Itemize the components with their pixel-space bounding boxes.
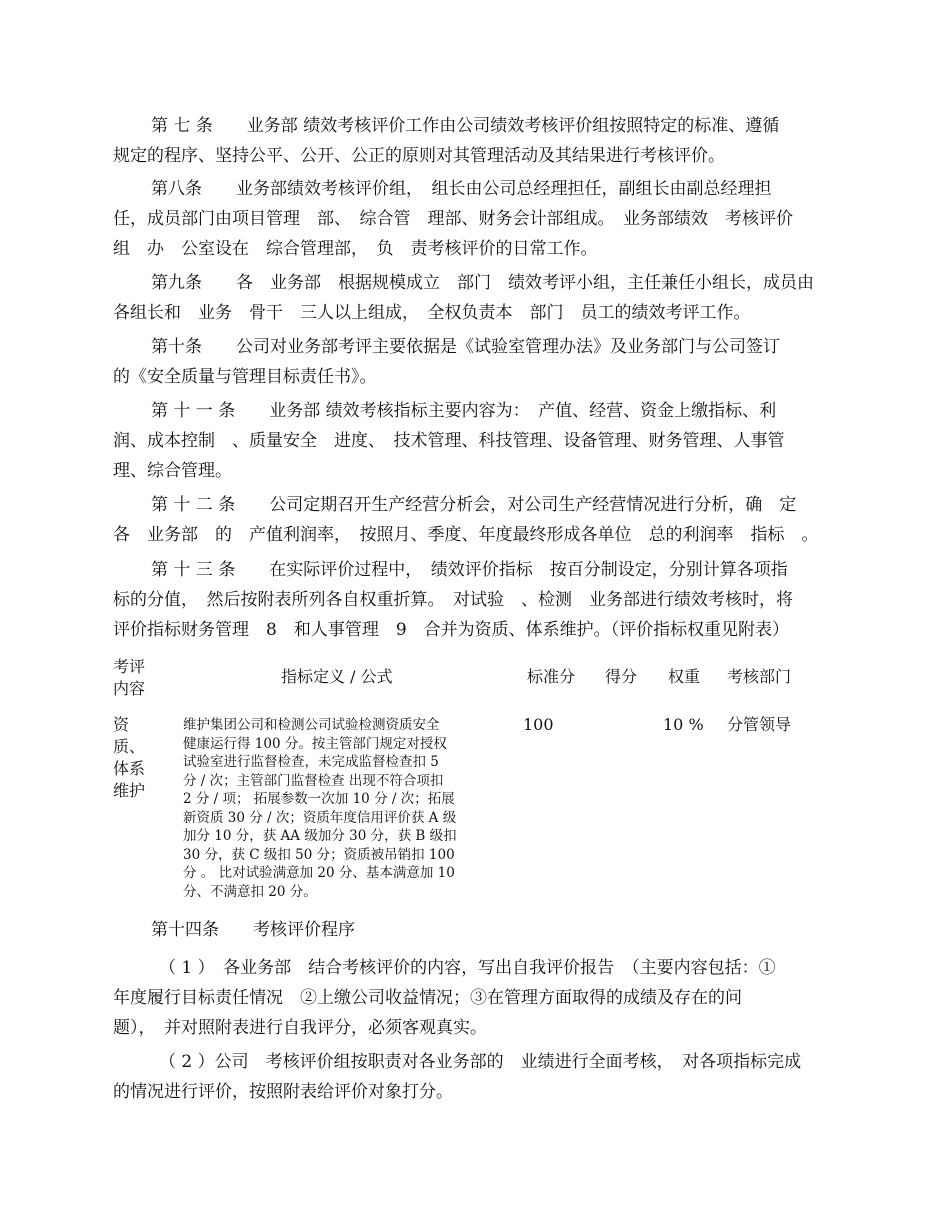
definition-line: 健康运行得 100 分。按主管部门规定对授权 [183,735,447,752]
paragraph-line: 各 业务部 的 产值利润率， 按照月、季度、年度最终形成各单位 总的利润率 指标 。 [113,525,819,545]
paragraph-line: 规定的程序、坚持公平、公开、公正的原则对其管理活动及其结果进行考核评价。 [113,146,725,166]
paragraph-line: 题）， 并对照附表进行自我评分，必须客观真实。 [113,1018,487,1038]
paragraph-line: 第八条 业务部绩效考核评价组， 组长由公司总经理担任，副组长由副总经理担 [151,179,772,199]
paragraph-p14_1 [113,953,841,1043]
paragraph-line: 的《安全质量与管理目标责任书》。 [113,367,377,387]
header-content-line: 内容 [113,679,146,698]
paragraph-line: （ 1 ） 各业务部 结合考核评价的内容，写出自我评价报告 （主要内容包括：① [159,958,776,978]
paragraph-line: （ 2 ）公司 考核评价组按职责对各业务部的 业绩进行全面考核， 对各项指标完成 [159,1052,802,1072]
header-weight: 权重 [668,667,701,686]
paragraph-p12 [113,490,841,550]
paragraph-p14 [113,915,841,945]
definition-line: 30 分，获 C 级扣 50 分；资质被吊销扣 100 [183,846,455,863]
paragraph-line: 第九条 各 业务部 根据规模成立 部门 绩效考评小组，主任兼任小组长，成员由 [151,273,814,293]
paragraph-line: 年度履行目标责任情况 ②上缴公司收益情况；③在管理方面取得的成绩及存在的问 [113,988,742,1008]
row-weight: 10 % [663,715,704,734]
header-standard: 标准分 [527,667,576,686]
paragraph-p8 [113,174,841,264]
paragraph-line: 第十四条 考核评价程序 [151,920,355,940]
paragraph-line: 第 十 二 条 公司定期召开生产经营分析会，对公司生产经营情况进行分析，确 定 [151,495,797,515]
paragraph-line: 评价指标财务管理 8 和人事管理 9 合并为资质、体系维护。（评价指标权重见附表） [113,620,790,640]
paragraph-line: 标的分值， 然后按附表所列各自权重折算。 对试验 、检测 业务部进行绩效考核时，将 [113,590,793,610]
row-content-line: 体系 [113,759,146,778]
paragraph-p9 [113,268,841,328]
paragraph-p11 [113,396,841,486]
header-dept: 考核部门 [727,667,792,686]
header-definition: 指标定义 / 公式 [281,667,393,686]
row-definition [183,716,513,901]
paragraph-line: 第 十 一 条 业务部 绩效考核指标主要内容为： 产值、经营、资金上缴指标、利 [151,401,777,421]
definition-line: 2 分 / 项； 拓展参数一次加 10 分 / 次；拓展 [183,791,455,807]
row-standard: 100 [523,715,554,734]
paragraph-line: 任，成员部门由项目管理 部、 综合管 理部、财务会计部组成。 业务部绩效 考核评价 [113,209,793,229]
paragraph-line: 的情况进行评价，按照附表给评价对象打分。 [113,1082,453,1102]
paragraph-p13 [113,555,841,645]
paragraph-line: 润、成本控制 、质量安全 进度、 技术管理、科技管理、设备管理、财务管理、人事管 [113,431,785,451]
definition-line: 维护集团公司和检测公司试验检测资质安全 [183,717,440,733]
definition-line: 分、不满意扣 20 分。 [183,883,317,900]
row-dept: 分管领导 [727,715,792,734]
definition-line: 试验室进行监督检查，未完成监督检查扣 5 [183,754,439,770]
row-content [113,714,145,802]
header-score: 得分 [605,667,638,686]
definition-line: 加分 10 分，获 AA 级加分 30 分，获 B 级扣 [183,828,457,844]
row-content-line: 质、 [113,737,146,756]
paragraph-p14_2 [113,1047,841,1107]
paragraph-line: 组 办 公室设在 综合管理部， 负 责考核评价的日常工作。 [113,239,598,259]
header-content-line: 考评 [113,657,146,676]
paragraph-p7 [113,111,841,171]
row-content-line: 资 [113,715,130,734]
paragraph-line: 第 十 三 条 在实际评价过程中， 绩效评价指标 按百分制设定，分别计算各项指 [151,560,788,580]
paragraph-line: 第十条 公司对业务部考评主要依据是《试验室管理办法》及业务部门与公司签订 [151,337,780,357]
definition-line: 分 / 次；主管部门监督检查 出现不符合项扣 [183,772,444,789]
paragraph-line: 各组长和 业务 骨干 三人以上组成， 全权负责本 部门 员工的绩效考评工作。 [113,303,751,323]
paragraph-line: 理、综合管理。 [113,461,232,481]
header-content [113,656,145,700]
paragraph-p10 [113,332,841,392]
row-content-line: 维护 [113,781,146,800]
paragraph-line: 第 七 条 业务部 绩效考核评价工作由公司绩效考核评价组按照特定的标准、遵循 [151,116,780,136]
definition-line: 新资质 30 分 / 次；资质年度信用评价获 A 级 [183,809,457,826]
definition-line: 分 。 比对试验满意加 20 分、基本满意加 10 [183,865,455,881]
